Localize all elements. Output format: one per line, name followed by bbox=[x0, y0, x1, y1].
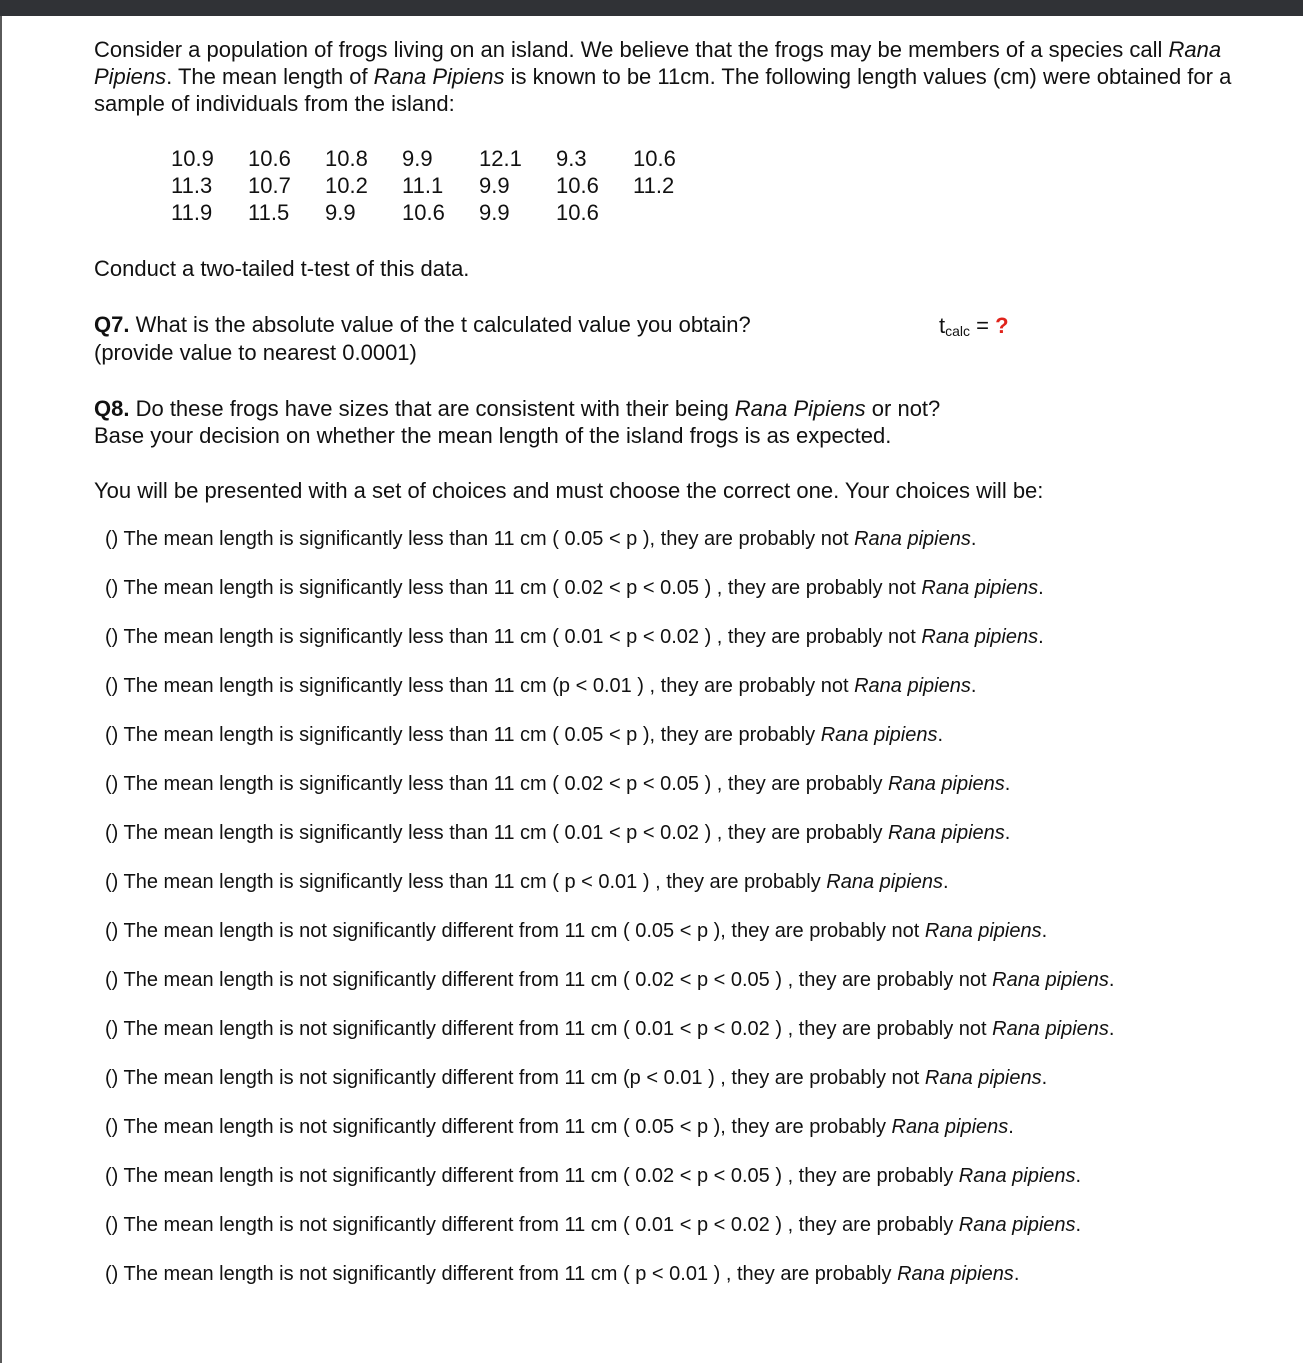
data-cell: 10.9 bbox=[171, 146, 214, 171]
choice-option[interactable]: () The mean length is not significantly different from 11 cm ( p < 0.01 ) , they are probably Rana pipiens. bbox=[105, 1263, 1020, 1285]
choice-option[interactable]: () The mean length is significantly less than 11 cm ( 0.02 < p < 0.05 ) , they are probably Rana pipiens. bbox=[105, 773, 1011, 795]
data-cell: 10.7 bbox=[248, 173, 291, 198]
length-data-table bbox=[171, 145, 710, 226]
data-cell: 10.6 bbox=[633, 146, 676, 171]
q7-label: Q7. bbox=[94, 312, 130, 337]
data-cell: 10.2 bbox=[325, 173, 368, 198]
choice-option[interactable]: () The mean length is not significantly different from 11 cm ( 0.05 < p ), they are probably Rana pipiens. bbox=[105, 1116, 1014, 1138]
q8-text-1: Do these frogs have sizes that are consistent with their being bbox=[129, 396, 735, 421]
choice-option[interactable]: () The mean length is not significantly different from 11 cm ( 0.02 < p < 0.05 ) , they are probably Rana pipiens. bbox=[105, 1165, 1082, 1187]
data-cell: 9.9 bbox=[325, 200, 356, 225]
data-cell: 11.5 bbox=[248, 200, 290, 225]
q7-note: (provide value to nearest 0.0001) bbox=[94, 340, 417, 365]
t-calc-unknown-mark: ? bbox=[995, 313, 1009, 338]
t-calc-answer bbox=[939, 312, 1009, 345]
data-cell: 10.6 bbox=[248, 146, 291, 171]
intro-species-2: Rana Pipiens bbox=[373, 64, 505, 89]
data-cell: 11.9 bbox=[171, 200, 213, 225]
document-page bbox=[94, 36, 1274, 1285]
q8-text-2: or not? bbox=[865, 396, 941, 421]
data-cell: 9.9 bbox=[479, 200, 510, 225]
intro-text-1: Consider a population of frogs living on an island. We believe that the frogs may be members of a species call bbox=[94, 37, 1169, 62]
t-calc-subscript: calc bbox=[945, 323, 971, 339]
data-row bbox=[171, 199, 710, 226]
intro-species-1: Rana Pipiens bbox=[94, 37, 1222, 89]
choice-option[interactable]: () The mean length is not significantly different from 11 cm ( 0.01 < p < 0.02 ) , they are probably not Rana pipiens. bbox=[105, 1018, 1115, 1040]
q8-label: Q8. bbox=[94, 396, 130, 421]
t-calc-equals: = bbox=[970, 313, 996, 338]
data-cell: 9.3 bbox=[556, 146, 587, 171]
choice-option[interactable]: () The mean length is significantly less than 11 cm ( 0.01 < p < 0.02 ) , they are probably Rana pipiens. bbox=[105, 822, 1011, 844]
choice-option[interactable]: () The mean length is significantly less than 11 cm (p < 0.01 ) , they are probably not Rana pipiens. bbox=[105, 675, 977, 697]
data-cell: 10.6 bbox=[402, 200, 445, 225]
choice-option[interactable]: () The mean length is significantly less than 11 cm ( 0.05 < p ), they are probably not Rana pipiens. bbox=[105, 528, 977, 550]
data-cell: 11.2 bbox=[633, 173, 675, 198]
choice-option[interactable]: () The mean length is not significantly different from 11 cm ( 0.01 < p < 0.02 ) , they are probably Rana pipiens. bbox=[105, 1214, 1082, 1236]
intro-text-3: is known to be 11cm. The following length values (cm) were obtained for a sample of individuals from the island: bbox=[94, 64, 1232, 116]
choice-option[interactable]: () The mean length is not significantly different from 11 cm ( 0.02 < p < 0.05 ) , they are probably not Rana pipiens. bbox=[105, 969, 1115, 991]
data-cell: 10.8 bbox=[325, 146, 368, 171]
data-cell: 11.1 bbox=[402, 173, 444, 198]
choices-list bbox=[105, 526, 1114, 1310]
data-cell: 12.1 bbox=[479, 146, 522, 171]
choice-option[interactable]: () The mean length is significantly less than 11 cm ( 0.01 < p < 0.02 ) , they are probably not Rana pipiens. bbox=[105, 626, 1044, 648]
question-7 bbox=[94, 311, 1194, 367]
choices-intro: You will be presented with a set of choices and must choose the correct one. Your choices will be: bbox=[94, 478, 1044, 503]
data-cell: 10.6 bbox=[556, 200, 599, 225]
data-cell: 9.9 bbox=[402, 146, 433, 171]
q7-text: What is the absolute value of the t calculated value you obtain? bbox=[129, 312, 751, 337]
page-left-edge bbox=[0, 16, 2, 1363]
question-8 bbox=[94, 395, 1194, 449]
q8-line-2: Base your decision on whether the mean length of the island frogs is as expected. bbox=[94, 423, 892, 448]
choice-option[interactable]: () The mean length is not significantly different from 11 cm ( 0.05 < p ), they are probably not Rana pipiens. bbox=[105, 920, 1048, 942]
intro-paragraph bbox=[94, 36, 1274, 117]
instruction-text: Conduct a two-tailed t-test of this data. bbox=[94, 256, 470, 281]
choice-option[interactable]: () The mean length is significantly less than 11 cm ( 0.02 < p < 0.05 ) , they are probably not Rana pipiens. bbox=[105, 577, 1044, 599]
t-calc-symbol: t bbox=[939, 313, 946, 338]
data-row bbox=[171, 145, 710, 172]
choice-option[interactable]: () The mean length is significantly less than 11 cm ( 0.05 < p ), they are probably Rana pipiens. bbox=[105, 724, 944, 746]
data-cell: 10.6 bbox=[556, 173, 599, 198]
data-cell: 9.9 bbox=[479, 173, 510, 198]
choice-option[interactable]: () The mean length is not significantly different from 11 cm (p < 0.01 ) , they are probably not Rana pipiens. bbox=[105, 1067, 1048, 1089]
data-row bbox=[171, 172, 710, 199]
window-top-bar bbox=[0, 0, 1303, 16]
data-cell bbox=[633, 199, 710, 226]
intro-text-2: . The mean length of bbox=[166, 64, 374, 89]
data-cell: 11.3 bbox=[171, 173, 213, 198]
q8-species: Rana Pipiens bbox=[734, 396, 866, 421]
choice-option[interactable]: () The mean length is significantly less than 11 cm ( p < 0.01 ) , they are probably Rana pipiens. bbox=[105, 871, 949, 893]
